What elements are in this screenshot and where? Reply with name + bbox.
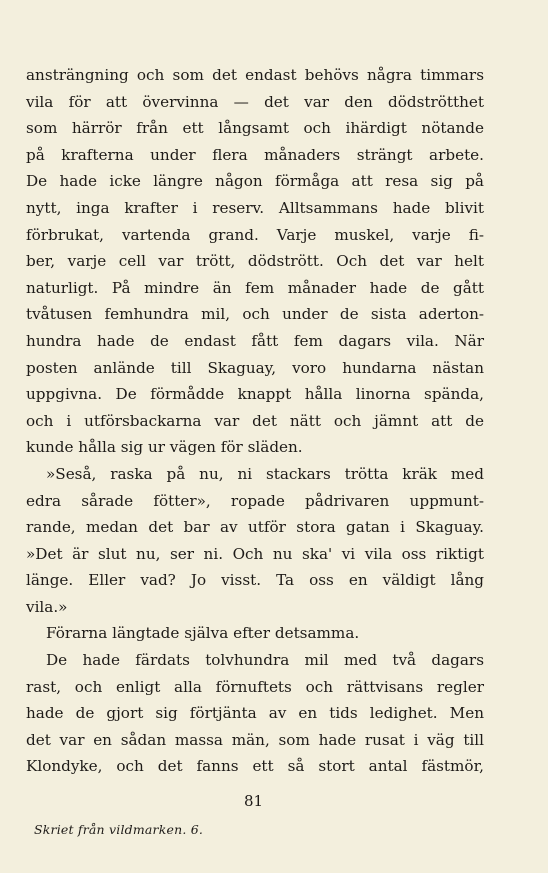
text-line: hundra hade de endast fått fem dagars vila. När (26, 331, 484, 350)
text-line: förbrukat, vartenda grand. Varje muskel, varje fi- (26, 225, 484, 244)
text-line: Klondyke, och det fanns ett så stort antal fästmör, (26, 757, 484, 776)
text-line: uppgivna. De förmådde knappt hålla linorna spända, (26, 385, 484, 404)
text-line: och i utförsbackarna var det nätt och jämnt att de (26, 411, 484, 430)
text-line: »Det är slut nu, ser ni. Och nu ska' vi vila oss riktigt (26, 544, 484, 563)
body-text (26, 62, 484, 780)
text-line: naturligt. På mindre än fem månader hade de gått (26, 278, 484, 297)
text-line: hade de gjort sig förtjänta av en tids ledighet. Men (26, 704, 484, 723)
text-line: på krafterna under flera månaders strängt arbete. (26, 145, 484, 164)
text-line: ansträngning och som det endast behövs några timmars (26, 66, 484, 84)
text-line: som härrör från ett långsamt och ihärdigt nötande (26, 119, 484, 138)
text-line: rast, och enligt alla förnuftets och rättvisans regler (26, 677, 484, 696)
text-line: kunde hålla sig ur vägen för släden. (26, 438, 303, 457)
text-line: ber, varje cell var trött, dödstrött. Och det var helt (26, 252, 484, 271)
text-line: De hade icke längre någon förmåga att resa sig på (26, 172, 484, 191)
text-line: De hade färdats tolvhundra mil med två dagars (46, 651, 484, 670)
page-number: 81 (244, 792, 264, 810)
text-line: vila för att övervinna — det var den dödströtthet (26, 92, 484, 111)
text-line: Förarna längtade själva efter detsamma. (46, 624, 360, 643)
text-line: vila.» (26, 597, 68, 616)
text-line: »Seså, raska på nu, ni stackars trötta kräk med (46, 464, 484, 483)
signature-mark: Skriet från vildmarken. 6. (34, 822, 204, 837)
text-line: det var en sådan massa män, som hade rusat i väg till (26, 730, 484, 749)
text-line: posten anlände till Skaguay, voro hundarna nästan (26, 358, 484, 377)
text-line: tvåtusen femhundra mil, och under de sista aderton- (26, 305, 484, 324)
text-line: edra sårade fötter», ropade pådrivaren uppmunt- (26, 491, 484, 510)
text-line: rande, medan det bar av utför stora gatan i Skaguay. (26, 518, 484, 537)
text-line: länge. Eller vad? Jo visst. Ta oss en väldigt lång (26, 571, 484, 590)
text-line: nytt, inga krafter i reserv. Alltsammans hade blivit (26, 198, 484, 217)
